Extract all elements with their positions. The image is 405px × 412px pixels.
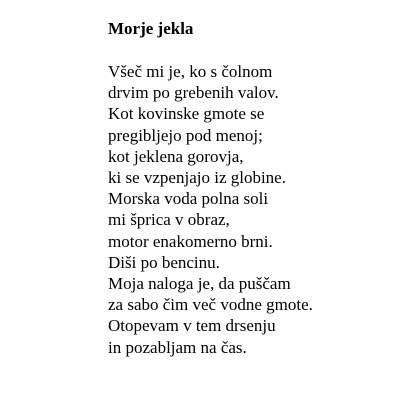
poem-line: drvim po grebenih valov.: [108, 83, 279, 103]
poem-line: Kot kovinske gmote se: [108, 104, 265, 124]
poem-line: mi šprica v obraz,: [108, 210, 230, 230]
poem-line: za sabo čim več vodne gmote.: [108, 295, 313, 315]
poem: [108, 18, 398, 358]
poem-title: Morje jekla: [108, 19, 194, 38]
poem-line: kot jeklena gorovja,: [108, 146, 244, 166]
poem-line: Morska voda polna soli: [108, 189, 269, 209]
poem-line: in pozabljam na čas.: [108, 337, 247, 357]
poem-lines: [108, 61, 398, 358]
poem-line: Moja naloga je, da puščam: [108, 274, 291, 294]
poem-line: ki se vzpenjajo iz globine.: [108, 168, 286, 188]
poem-line: Otopevam v tem drsenju: [108, 316, 276, 336]
poem-line: motor enakomerno brni.: [108, 231, 273, 251]
poem-line: Diši po bencinu.: [108, 252, 220, 272]
poem-line: pregibljejo pod menoj;: [108, 125, 263, 145]
poem-line: Všeč mi je, ko s čolnom: [108, 62, 273, 81]
